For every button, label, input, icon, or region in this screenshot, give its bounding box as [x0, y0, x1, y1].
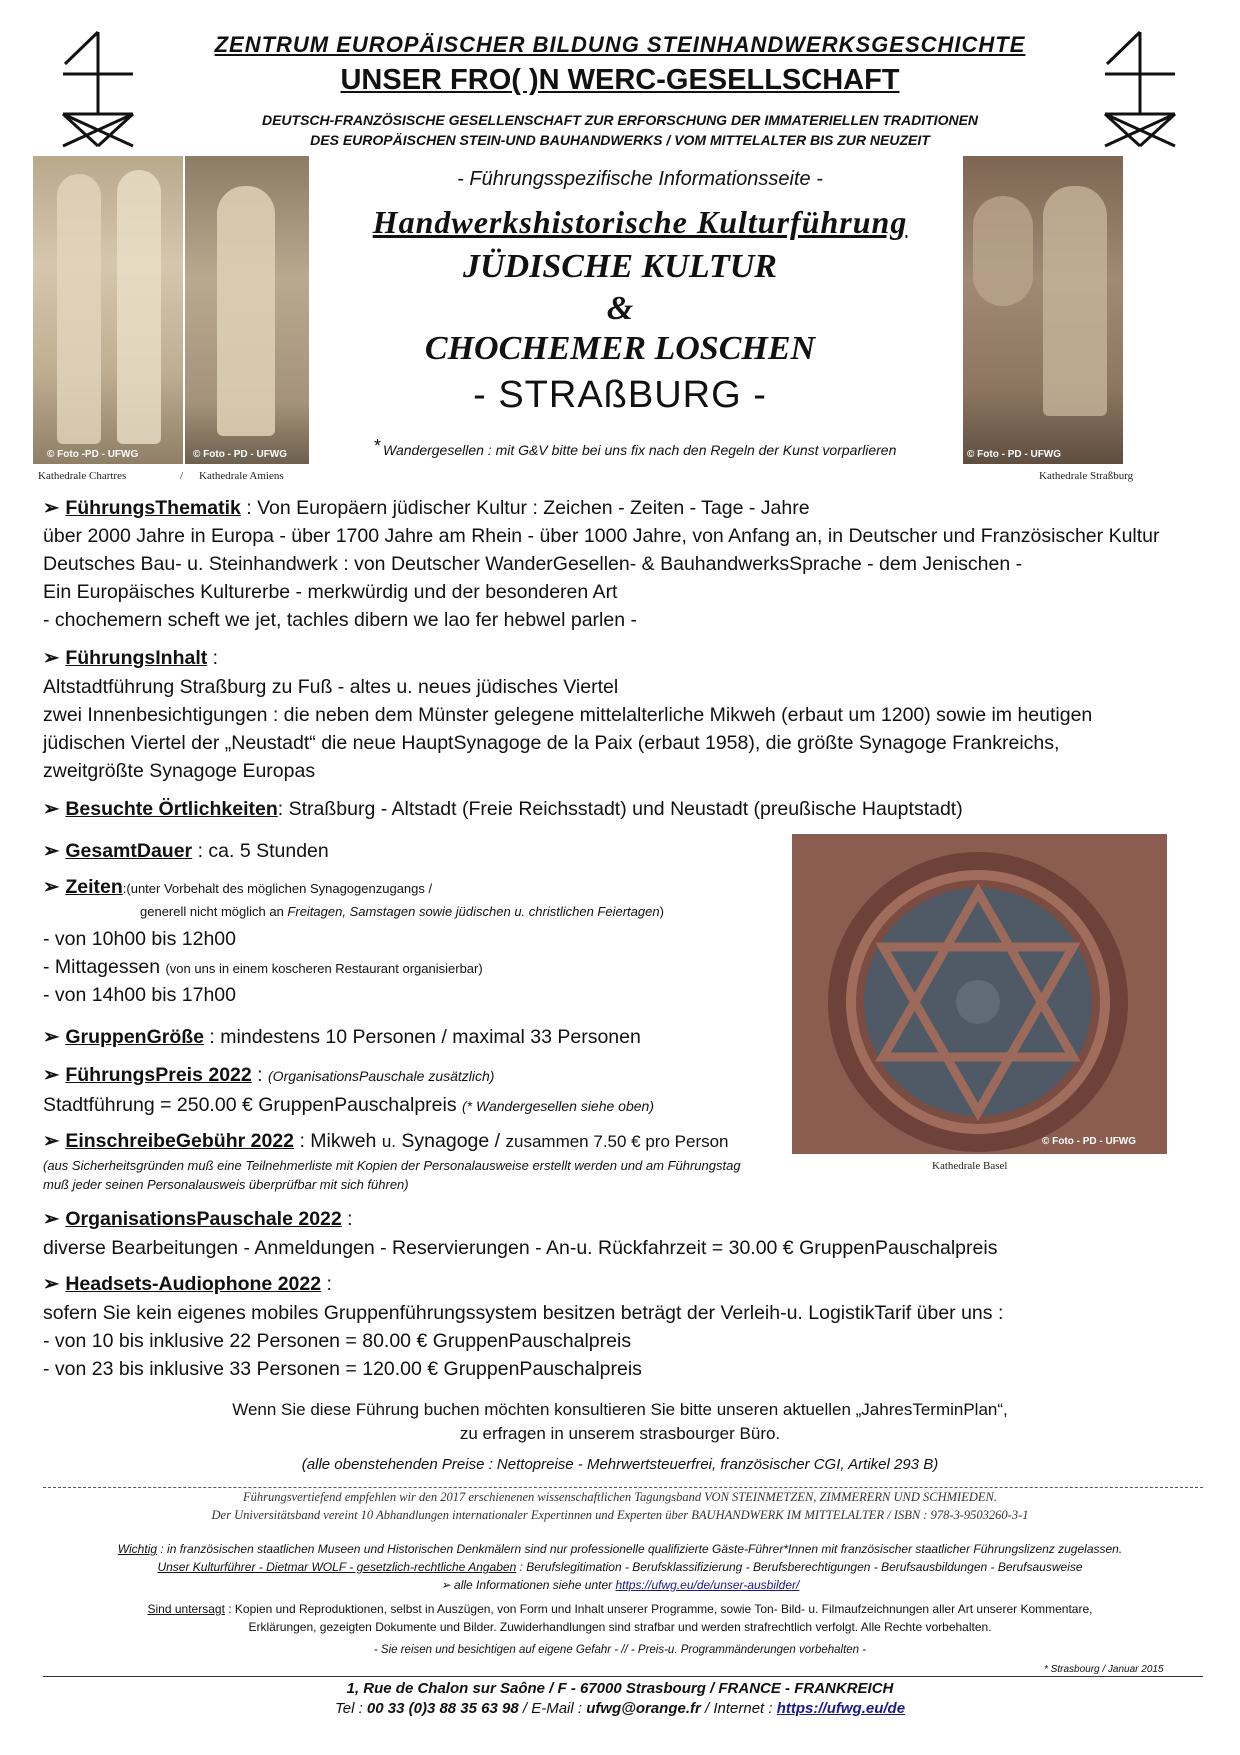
- gebuehr-synagoge: Synagoge /: [396, 1130, 506, 1152]
- inhalt-line-3: jüdischen Viertel der „Neustadt“ die neue HauptSynagoge de la Paix (erbaut 1958), die größte Synagoge Frankreichs,: [43, 732, 1060, 754]
- divider-1: [43, 1487, 1203, 1488]
- section-preis-colon: :: [251, 1064, 269, 1086]
- section-thematik-head-line: [43, 495, 810, 521]
- photo-chartres: [33, 156, 183, 464]
- untersagt-text: : Kopien und Reproduktionen, selbst in Auszügen, von Form und Inhalt unserer Programme, sowie Ton- Bild- u. Filmaufzeichnungen aller Art unserer Kommentare,: [224, 1602, 1093, 1616]
- title-chochemer-loschen: CHOCHEMER LOSCHEN: [424, 330, 816, 367]
- preis-value: Stadtführung = 250.00 € GruppenPauschalpreis: [43, 1094, 463, 1116]
- email-link[interactable]: ufwg@orange.fr: [586, 1700, 701, 1717]
- gebuehr-note-1: (aus Sicherheitsgründen muß eine Teilnehmerliste mit Kopien der Personalausweise erstellt werden und am Führungstag: [43, 1158, 741, 1173]
- info-prefix: ➢ alle Informationen siehe unter: [440, 1578, 616, 1592]
- tel-value[interactable]: 00 33 (0)3 88 35 63 98: [366, 1700, 519, 1717]
- pauschale-text: diverse Bearbeitungen - Anmeldungen - Reservierungen - An-u. Rückfahrzeit = 30.00 € GruppenPauschalpreis: [43, 1237, 998, 1259]
- headsets-line-2: - von 10 bis inklusive 22 Personen = 80.00 € GruppenPauschalpreis: [43, 1330, 632, 1352]
- footer-wichtig: [0, 1542, 1240, 1556]
- section-dauer-line: [43, 838, 329, 864]
- headsets-line-1: sofern Sie kein eigenes mobiles Gruppenführungssystem besitzen beträgt der Verleih-u. LogistikTarif über uns :: [43, 1302, 1004, 1324]
- asterisk-mark: *: [374, 436, 382, 456]
- prices-note: (alle obenstehenden Preise : Nettopreise - Mehrwertsteuerfrei, französischer CGI, Artikel 293 B): [301, 1456, 939, 1473]
- tel-label: Tel :: [334, 1700, 367, 1717]
- arrow-bullet-icon: ➢: [43, 1130, 60, 1152]
- arrow-bullet-icon: ➢: [43, 497, 60, 519]
- preis-line: [43, 1092, 654, 1119]
- copyright-chartres: © Foto -PD - UFWG: [47, 449, 139, 460]
- zeiten-note-2: [140, 904, 664, 919]
- gebuehr-and: u.: [381, 1132, 396, 1151]
- booking-line-2: zu erfragen in unserem strasbourger Büro.: [459, 1424, 781, 1443]
- photo-basel-rose-window: [792, 834, 1167, 1154]
- wandergesellen-note: Wandergesellen : mit G&V bitte bei uns fix nach den Regeln der Kunst vorparlieren: [383, 442, 897, 458]
- booking-line-1: Wenn Sie diese Führung buchen möchten konsultieren Sie bitte unseren aktuellen „JahresTerminPlan“,: [232, 1400, 1008, 1419]
- copyright-amiens: © Foto - PD - UFWG: [193, 449, 288, 460]
- section-gebuehr-heading: EinschreibeGebühr 2022: [65, 1130, 295, 1152]
- arrow-bullet-icon: ➢: [43, 798, 60, 820]
- arrow-bullet-icon: ➢: [43, 840, 60, 862]
- footer-contact: [0, 1700, 1240, 1717]
- headsets-line-3: - von 23 bis inklusive 33 Personen = 120.00 € GruppenPauschalpreis: [43, 1358, 642, 1380]
- arrow-bullet-icon: ➢: [43, 1064, 60, 1086]
- email-label: / E-Mail :: [518, 1700, 587, 1717]
- footer-fuehrer: [0, 1560, 1240, 1574]
- section-preis-note: (OrganisationsPauschale zusätzlich): [268, 1068, 495, 1084]
- section-pauschale-heading: OrganisationsPauschale 2022: [65, 1208, 342, 1230]
- zeiten-lunch-note: (von uns in einem koscheren Restaurant organisierbar): [165, 961, 483, 976]
- photo-amiens: [185, 156, 309, 464]
- footer-book-1: Führungsvertiefend empfehlen wir den 2017 erschienenen wissenschaftlichen Tagungsband VON STEINMETZEN, ZIMMERERN UND SCHMIEDEN.: [243, 1490, 997, 1504]
- star-of-david-window-icon: [792, 834, 1167, 1154]
- header-subtitle-1: DEUTSCH-FRANZÖSISCHE GESELLENSCHAFT ZUR ERFORSCHUNG DER IMMATERIELLEN TRADITIONEN: [261, 112, 979, 128]
- title-judische-kultur: JÜDISCHE KULTUR: [463, 248, 777, 285]
- untersagt-label: Sind untersagt: [147, 1602, 225, 1616]
- photo-strassburg: [963, 156, 1123, 464]
- caption-strassburg: Kathedrale Straßburg: [1039, 470, 1134, 482]
- copyright-strassburg: © Foto - PD - UFWG: [967, 449, 1062, 460]
- section-headsets-heading: Headsets-Audiophone 2022: [65, 1273, 322, 1295]
- preis-value-note: (* Wandergesellen siehe oben): [462, 1098, 654, 1114]
- divider-2: [43, 1676, 1203, 1677]
- info-page-label: - Führungsspezifische Informationsseite -: [457, 168, 823, 190]
- mason-mark-left-icon: [55, 28, 141, 156]
- zeiten-slot-1: - von 10h00 bis 12h00: [43, 928, 236, 950]
- footer-date: * Strasbourg / Januar 2015: [1044, 1664, 1164, 1675]
- section-gruppe-heading: GruppenGröße: [65, 1026, 205, 1048]
- section-thematik-text: : Von Europäern jüdischer Kultur : Zeichen - Zeiten - Tage - Jahre: [240, 497, 810, 519]
- wichtig-text: : in französischen staatlichen Museen und Historischen Denkmälern sind nur professionelle qualifizierte Gäste-Führer*Innen mit französischer staatlicher Führungslizenz zugelassen.: [157, 1542, 1123, 1556]
- section-zeiten-line: [43, 874, 432, 902]
- footer-address: 1, Rue de Chalon sur Saône / F - 67000 Strasbourg / FRANCE - FRANKREICH: [346, 1680, 894, 1697]
- thematik-line-2: über 2000 Jahre in Europa - über 1700 Jahre am Rhein - über 1000 Jahre, von Anfang an, in Deutscher und Französischer Kultur: [43, 525, 1160, 547]
- org-line: ZENTRUM EUROPÄISCHER BILDUNG STEINHANDWERKSGESCHICHTE: [214, 32, 1026, 57]
- section-dauer-heading: GesamtDauer: [65, 840, 193, 862]
- thematik-line-5: - chochemern scheft we jet, tachles dibern we lao fer hebwel parlen -: [43, 609, 637, 631]
- zeiten-note-2b: Freitagen, Samstagen sowie jüdischen u. christlichen Feiertagen: [287, 904, 660, 919]
- footer-book-2: Der Universitätsband vereint 10 Abhandlungen internationaler Expertinnen und Experten über BAUHANDWERK IM MITTELALTER / ISBN : 978-3-9503260-3-1: [211, 1508, 1029, 1522]
- section-headsets-colon: :: [321, 1273, 332, 1295]
- section-dauer-text: : ca. 5 Stunden: [192, 840, 329, 862]
- zeiten-slot-2: [43, 954, 483, 982]
- section-oertlichkeiten-heading: Besuchte Örtlichkeiten: [65, 798, 278, 820]
- mason-mark-right-icon: [1097, 28, 1183, 156]
- zeiten-note-2a: generell nicht möglich an: [140, 904, 288, 919]
- arrow-bullet-icon: ➢: [43, 647, 60, 669]
- zeiten-note-1: :(unter Vorbehalt des möglichen Synagogenzugangs /: [122, 881, 433, 896]
- caption-chartres: Kathedrale Chartres: [38, 470, 127, 482]
- section-headsets-line: [43, 1271, 332, 1297]
- section-gruppe-text: : mindestens 10 Personen / maximal 33 Personen: [204, 1026, 641, 1048]
- fuehrer-label: Unser Kulturführer - Dietmar WOLF - gesetzlich-rechtliche Angaben: [157, 1560, 517, 1574]
- section-inhalt-colon: :: [207, 647, 219, 669]
- website-link[interactable]: https://ufwg.eu/de: [776, 1700, 906, 1717]
- zeiten-lunch: - Mittagessen: [43, 956, 166, 978]
- title-ampersand: &: [606, 290, 634, 327]
- section-pauschale-line: [43, 1206, 353, 1232]
- gebuehr-note-2: muß jeder seinen Personalausweis überprüfbar mit sich führen): [43, 1177, 409, 1192]
- ausbilder-link[interactable]: https://ufwg.eu/de/unser-ausbilder/: [615, 1578, 800, 1592]
- footer-risk: - Sie reisen und besichtigen auf eigene Gefahr - // - Preis-u. Programmänderungen vorbehalten -: [373, 1644, 867, 1656]
- section-preis-heading: FührungsPreis 2022: [65, 1064, 252, 1086]
- arrow-bullet-icon: ➢: [43, 1273, 60, 1295]
- caption-basel: Kathedrale Basel: [932, 1160, 1008, 1172]
- section-preis-line: [43, 1062, 494, 1089]
- title-city: - STRAßBURG -: [473, 374, 767, 416]
- inhalt-line-1: Altstadtführung Straßburg zu Fuß - altes u. neues jüdisches Viertel: [43, 676, 619, 698]
- footer-info: [0, 1578, 1240, 1592]
- zeiten-note-2c: ): [659, 904, 664, 919]
- section-zeiten-heading: Zeiten: [65, 876, 123, 898]
- society-title: UNSER FRO( )N WERC-GESELLSCHAFT: [340, 64, 900, 96]
- gebuehr-price: zusammen 7.50 € pro Person: [505, 1132, 729, 1151]
- inhalt-line-4: zweitgrößte Synagoge Europas: [43, 760, 316, 782]
- arrow-bullet-icon: ➢: [43, 1026, 60, 1048]
- copyright-basel: © Foto - PD - UFWG: [1042, 1136, 1137, 1147]
- script-title: Handwerkshistorische Kulturführung: [372, 204, 908, 240]
- zeiten-slot-3: - von 14h00 bis 17h00: [43, 984, 236, 1006]
- caption-amiens: Kathedrale Amiens: [199, 470, 284, 482]
- internet-label: / Internet :: [700, 1700, 777, 1717]
- section-oertlichkeiten-line: [43, 796, 963, 822]
- caption-separator: /: [180, 470, 184, 482]
- section-inhalt-heading: FührungsInhalt: [65, 647, 208, 669]
- thematik-line-4: Ein Europäisches Kulturerbe - merkwürdig und der besonderen Art: [43, 581, 618, 603]
- section-gruppe-line: [43, 1024, 641, 1050]
- section-thematik-heading: FührungsThematik: [65, 497, 241, 519]
- arrow-bullet-icon: ➢: [43, 1208, 60, 1230]
- section-oertlichkeiten-text: : Straßburg - Altstadt (Freie Reichsstadt) und Neustadt (preußische Hauptstadt): [277, 798, 963, 820]
- arrow-bullet-icon: ➢: [43, 876, 60, 898]
- wichtig-label: Wichtig: [117, 1542, 158, 1556]
- fuehrer-text: : Berufslegitimation - Berufsklassifizierung - Berufsberechtigungen - Berufsausbildungen - Berufsausweise: [516, 1560, 1083, 1574]
- footer-untersagt-2: Erklärungen, gezeigten Dokumente und Bilder. Zuwiderhandlungen sind strafbar und werden strafrechtlich verfolgt. Alle Rechte vorbehalten.: [248, 1620, 992, 1634]
- section-pauschale-colon: :: [341, 1208, 353, 1230]
- inhalt-line-2: zwei Innenbesichtigungen : die neben dem Münster gelegene mittelalterliche Mikweh (erbaut um 1200) sowie im heutigen: [43, 704, 1093, 726]
- thematik-line-3: Deutsches Bau- u. Steinhandwerk : von Deutscher WanderGesellen- & BauhandwerksSprache - dem Jenischen -: [43, 553, 1023, 575]
- header-subtitle-2: DES EUROPÄISCHEN STEIN-UND BAUHANDWERKS / VOM MITTELALTER BIS ZUR NEUZEIT: [310, 132, 930, 148]
- footer-untersagt: [0, 1602, 1240, 1616]
- gebuehr-mikweh: : Mikweh: [294, 1130, 382, 1152]
- section-gebuehr-line: [43, 1128, 729, 1155]
- section-inhalt-head-line: [43, 645, 218, 671]
